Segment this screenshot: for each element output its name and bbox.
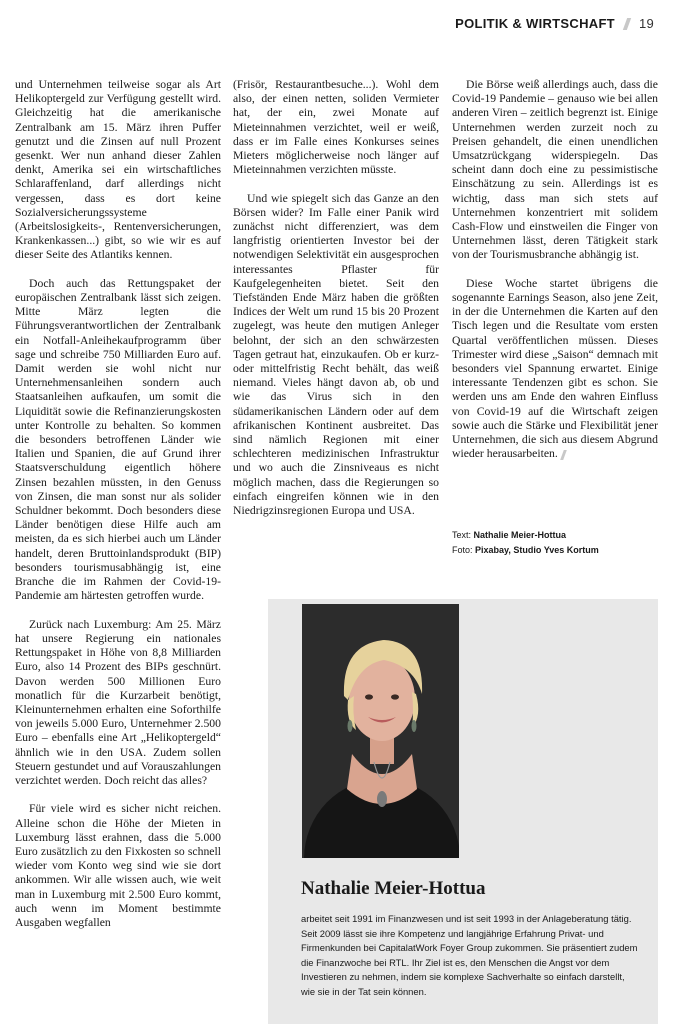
author-photo — [302, 604, 459, 858]
author-bio: arbeitet seit 1991 im Finanzwesen und ist seit 1993 in der Anlageberatung tätig. Seit 2009 lässt sie ihre Kompetenz und langjährige Erfahrung Privat- und Firmenkunden bei CapitalatWork Foyer Group zukommen. Sie präsentiert zudem die Finanzwoche bei RTL. Ihr Ziel ist es, den Menschen die Angst vor dem Investieren zu nehmen, indem sie komplexe Sachverhalte so einfach darstellt, wie sie in der Tat sein können. — [301, 913, 638, 997]
photo-credit — [452, 543, 658, 558]
article-column-1 — [15, 78, 221, 944]
credit-name: Pixabay, Studio Yves Kortum — [475, 545, 599, 555]
credit-label: Foto: — [452, 545, 473, 555]
paragraph: und Unternehmen teilweise sogar als Art Helikoptergeld zur Verfügung gestellt wird. Gleichzeitig hat die amerikanische Zentralbank am 15. März ihren Puffer genutzt und die Zinsen auf null Prozent gesenkt. Wer nun anhand dieser Zahlen denkt, Amerika sei ein wirtschaftliches Schlaraffenland, darf allerdings nicht vergessen, dass es dort keine Sozialversicherungssysteme (Arbeitslosigkeits-, Rentenversicherungen, Krankenkassen...) gibt, so wie wir es auf dieser Seite des Atlantiks kennen. — [15, 78, 221, 262]
paragraph: Und wie spiegelt sich das Ganze an den Börsen wider? Im Falle einer Panik wird zunächst nicht differenziert, was dem langfristig orientierten Investor bei der notwendigen Selektivität ein ausgesprochen interessantes Pflaster für Kaufgelegenheiten bietet. Seit den Tiefständen Ende März haben die größten Indices der Welt um rund 15 bis 20 Prozent zugelegt, was heute den mutigen Anleger belohnt, der sich an den schwärzesten Tagen getraut hat, einzukaufen. Ob er kurz- oder mittelfristig Recht behält, das weiß niemand. Vieles hängt davon ab, ob und wie das Virus sich in den südamerikanischen Ländern oder auf dem afrikanischen Kontinent ausbreitet. Das sind nämlich Regionen mit einer schlechteren medizinischen Infrastruktur und wo auch die Zinsniveaus es nicht möglich machen, dass die Regierungen so einfach eingreifen können wie in den Niedrigzinsregionen Europa und USA. — [233, 191, 439, 518]
credits — [452, 528, 658, 558]
header-divider — [623, 18, 631, 30]
paragraph: Die Börse weiß allerdings auch, dass die Covid-19 Pandemie – genauso wie bei allen anderen Viren – zeitlich begrenzt ist. Einige Unternehmen werden zurzeit noch zu Preisen gehandelt, die einen unendlichen Umsatzrückgang widerspiegeln. Das scheint dann doch eine zu pessimistische Einschätzung zu sein. Allerdings ist es wichtig, dass man sich stets auf Unternehmen konzentriert mit solidem Cash-Flow und einstweilen die Finger von Unternehmen lässt, deren Tätigkeit stark von der Tourismusbranche abhängig ist. — [452, 78, 658, 262]
author-portrait-icon — [302, 604, 459, 858]
paragraph-text: Diese Woche startet übrigens die sogenannte Earnings Season, also jene Zeit, in der die Unternehmen die Karten auf den Tisch legen und die Resultate vom ersten Quartal veröffentlichen müssen. Dieses Trimester wird diese „Saison“ demnach mit besonders viel Spannung erwartet. Einige interessante Tendenzen gibt es schon. Sie werden uns am Ende den wahren Einfluss von Covid-19 auf die Wirtschaft zeigen sowie auch die Stärke und Flexibilität jener Unternehmen, die sich aus diesem Abgrund wieder herausarbeiten. — [452, 276, 658, 461]
end-mark-icon — [560, 450, 567, 460]
paragraph: (Frisör, Restaurantbesuche...). Wohl dem also, der einen netten, soliden Vermieter hat, der ein, zwei Monate auf Mieteinnahmen verzichtet, weil er weiß, dass er im Falle eines Konkurses seines Mieters möglicherweise noch länger auf Mieteinnahmen verzichten müsste. — [233, 78, 439, 177]
article-column-2 — [233, 78, 439, 532]
paragraph: Doch auch das Rettungspaket der europäischen Zentralbank lässt sich zeigen. Mitte März legten die Führungsverantwortlichen der Zentralbank ein Notfall-Anleihekaufprogramm über sage und schreibe 750 Milliarden Euro auf. Damit werden sie wohl nicht nur Unternehmensanleihen sondern auch Staatsanleihen aufkaufen, um somit die Liquidität sowie die Refinanzierungskosten unter Kontrolle zu behalten. So kommen die besonders betroffenen Länder wie Italien und Spanien, die auf Grund ihrer Staatsverschuldung eigentlich höhere Zinsen bezahlen müssten, in den Genuss von Zinsen, die man sonst nur als solider Schuldner bekommt. Doch besonders diese Länder benötigen diese Hilfe auch am meisten, da es sich hierbei auch um Länder handelt, deren Bruttoinlandsprodukt (BIP) besonders tourismusabhängig ist, eine Branche die im Rahmen der Covid-19-Pandemie am härtesten getroffen wurde. — [15, 276, 221, 603]
paragraph — [452, 277, 658, 462]
page-number: 19 — [638, 16, 654, 31]
article-column-3 — [452, 78, 658, 476]
paragraph: Für viele wird es sicher nicht reichen. Alleine schon die Höhe der Mieten in Luxemburg lässt erahnen, dass die 5.000 Euro zusätzlich zu den Fixkosten so schnell wieder vom Konto weg sind wie sie dort ankommen. Wir alle wissen auch, wie weit man in Luxemburg mit 2.500 Euro kommt, auch wenn im Moment bestimmte Ausgaben wegfallen — [15, 802, 221, 929]
section-title: POLITIK & WIRTSCHAFT — [455, 16, 615, 31]
credit-label: Text: — [452, 530, 472, 540]
text-credit — [452, 528, 658, 543]
author-name: Nathalie Meier-Hottua — [301, 878, 486, 899]
page-header — [455, 16, 654, 31]
credit-name: Nathalie Meier-Hottua — [473, 530, 567, 540]
paragraph: Zurück nach Luxemburg: Am 25. März hat unsere Regierung ein nationales Rettungspaket in Höhe von 8,8 Milliarden Euro, also 14 Prozent des BIPs geschnürt. Davon werden 500 Millionen Euro monatlich für die Kurzarbeit benötigt, Kleinunternehmen erhalten eine Soforthilfe von jeweils 5.000 Euro, Unternehmer 2.500 Euro – ebenfalls eine Art „Helikoptergeld“ ähnlich wie in den USA. Zudem sollen Steuern gestundet und auf Vorauszahlungen verzichtet werden. Doch reicht das alles? — [15, 617, 221, 787]
